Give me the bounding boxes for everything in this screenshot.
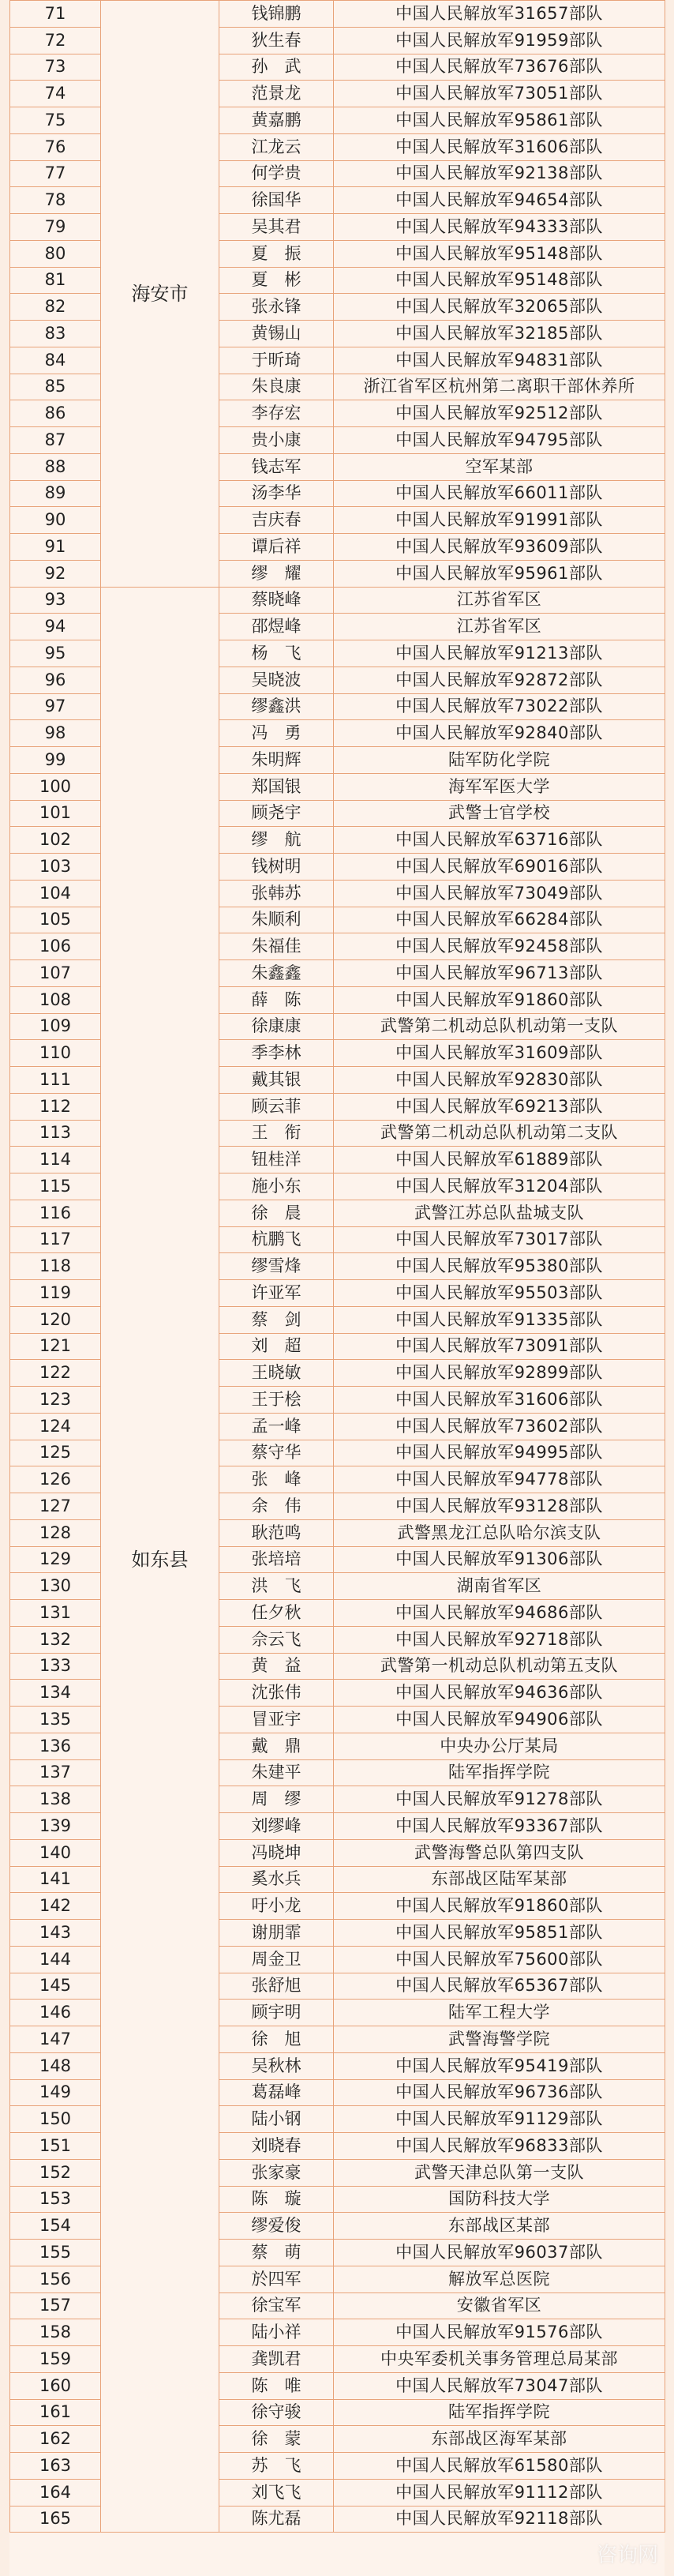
row-number: 88 — [10, 453, 101, 480]
row-number: 107 — [10, 960, 101, 987]
person-name: 顾宇明 — [219, 2000, 334, 2026]
person-name: 冯 勇 — [219, 720, 334, 747]
person-name: 王于桧 — [219, 1387, 334, 1414]
row-number: 103 — [10, 854, 101, 881]
person-name: 李存宏 — [219, 400, 334, 427]
row-number: 124 — [10, 1413, 101, 1440]
person-name: 缪雪烽 — [219, 1253, 334, 1280]
military-unit: 中国人民解放军69016部队 — [334, 854, 665, 881]
person-name: 任夕秋 — [219, 1600, 334, 1627]
military-unit: 中国人民解放军73091部队 — [334, 1333, 665, 1360]
row-number: 146 — [10, 2000, 101, 2026]
military-unit: 中国人民解放军96713部队 — [334, 960, 665, 987]
row-number: 90 — [10, 507, 101, 534]
person-name: 蔡守华 — [219, 1440, 334, 1466]
person-name: 何学贵 — [219, 160, 334, 187]
person-name: 冒亚宇 — [219, 1707, 334, 1733]
row-number: 137 — [10, 1759, 101, 1786]
military-unit: 安徽省军区 — [334, 2292, 665, 2319]
military-unit: 中国人民解放军93609部队 — [334, 534, 665, 561]
military-unit: 中国人民解放军94778部队 — [334, 1466, 665, 1493]
person-name: 孙 武 — [219, 54, 334, 81]
person-name: 邵煜峰 — [219, 614, 334, 640]
person-name: 夏 彬 — [219, 267, 334, 294]
military-unit: 中国人民解放军73047部队 — [334, 2372, 665, 2399]
person-name: 缪爱俊 — [219, 2213, 334, 2240]
military-unit: 陆军指挥学院 — [334, 1759, 665, 1786]
row-number: 123 — [10, 1387, 101, 1414]
person-name: 朱建平 — [219, 1759, 334, 1786]
row-number: 141 — [10, 1866, 101, 1893]
military-unit: 武警第一机动总队机动第五支队 — [334, 1653, 665, 1680]
person-name: 奚水兵 — [219, 1866, 334, 1893]
row-number: 83 — [10, 321, 101, 347]
row-number: 95 — [10, 640, 101, 667]
military-unit: 中国人民解放军95961部队 — [334, 560, 665, 587]
military-unit: 武警黑龙江总队哈尔滨支队 — [334, 1519, 665, 1546]
row-number: 127 — [10, 1493, 101, 1520]
row-number: 160 — [10, 2372, 101, 2399]
person-name: 郑国银 — [219, 773, 334, 800]
military-unit: 中国人民解放军91860部队 — [334, 1893, 665, 1920]
roster-body — [10, 1, 665, 2533]
military-unit: 中国人民解放军65367部队 — [334, 1973, 665, 2000]
military-unit: 中国人民解放军93128部队 — [334, 1493, 665, 1520]
person-name: 陆小钢 — [219, 2106, 334, 2133]
military-unit: 江苏省军区 — [334, 587, 665, 614]
military-unit: 中国人民解放军73049部队 — [334, 880, 665, 907]
person-name: 张培培 — [219, 1546, 334, 1573]
row-number: 165 — [10, 2506, 101, 2533]
military-unit: 中国人民解放军95419部队 — [334, 2052, 665, 2079]
person-name: 刘飞飞 — [219, 2479, 334, 2506]
honor-roster-table — [9, 0, 665, 2533]
row-number: 81 — [10, 267, 101, 294]
person-name: 徐国华 — [219, 187, 334, 214]
military-unit: 中国人民解放军91213部队 — [334, 640, 665, 667]
row-number: 145 — [10, 1973, 101, 2000]
military-unit: 解放军总医院 — [334, 2266, 665, 2292]
military-unit: 中国人民解放军73602部队 — [334, 1413, 665, 1440]
military-unit: 中国人民解放军91959部队 — [334, 27, 665, 54]
person-name: 于昕琦 — [219, 347, 334, 374]
person-name: 贵小康 — [219, 427, 334, 454]
military-unit: 中国人民解放军94906部队 — [334, 1707, 665, 1733]
row-number: 92 — [10, 560, 101, 587]
row-number: 136 — [10, 1733, 101, 1759]
person-name: 钱树明 — [219, 854, 334, 881]
military-unit: 武警海警总队第四支队 — [334, 1839, 665, 1866]
military-unit: 武警士官学校 — [334, 800, 665, 827]
person-name: 朱鑫鑫 — [219, 960, 334, 987]
person-name: 季李林 — [219, 1040, 334, 1067]
person-name: 许亚军 — [219, 1280, 334, 1307]
military-unit: 中国人民解放军73022部队 — [334, 693, 665, 720]
person-name: 蔡 剑 — [219, 1306, 334, 1333]
military-unit: 中国人民解放军92718部队 — [334, 1626, 665, 1653]
military-unit: 中国人民解放军92118部队 — [334, 2506, 665, 2533]
row-number: 77 — [10, 160, 101, 187]
military-unit: 中国人民解放军94995部队 — [334, 1440, 665, 1466]
military-unit: 国防科技大学 — [334, 2186, 665, 2213]
person-name: 谢朋霏 — [219, 1920, 334, 1947]
person-name: 洪 飞 — [219, 1573, 334, 1600]
military-unit: 中国人民解放军69213部队 — [334, 1093, 665, 1120]
row-number: 110 — [10, 1040, 101, 1067]
person-name: 徐 旭 — [219, 2026, 334, 2053]
row-number: 116 — [10, 1200, 101, 1226]
person-name: 葛磊峰 — [219, 2079, 334, 2106]
row-number: 75 — [10, 107, 101, 134]
military-unit: 中国人民解放军73051部队 — [334, 81, 665, 107]
person-name: 冯晓坤 — [219, 1839, 334, 1866]
row-number: 132 — [10, 1626, 101, 1653]
person-name: 刘缪峰 — [219, 1813, 334, 1840]
person-name: 陈尤磊 — [219, 2506, 334, 2533]
military-unit: 中国人民解放军92458部队 — [334, 933, 665, 960]
military-unit: 武警天津总队第一支队 — [334, 2159, 665, 2186]
row-number: 153 — [10, 2186, 101, 2213]
row-number: 102 — [10, 827, 101, 854]
row-number: 164 — [10, 2479, 101, 2506]
table-row — [10, 1, 665, 28]
row-number: 101 — [10, 800, 101, 827]
person-name: 杭鹏飞 — [219, 1226, 334, 1253]
military-unit: 中国人民解放军95861部队 — [334, 107, 665, 134]
row-number: 152 — [10, 2159, 101, 2186]
person-name: 杨 飞 — [219, 640, 334, 667]
row-number: 128 — [10, 1519, 101, 1546]
person-name: 朱良康 — [219, 374, 334, 400]
row-number: 151 — [10, 2133, 101, 2160]
person-name: 王 衔 — [219, 1120, 334, 1147]
military-unit: 中国人民解放军96833部队 — [334, 2133, 665, 2160]
military-unit: 中国人民解放军31609部队 — [334, 1040, 665, 1067]
row-number: 97 — [10, 693, 101, 720]
person-name: 孟一峰 — [219, 1413, 334, 1440]
person-name: 狄生春 — [219, 27, 334, 54]
military-unit: 陆军工程大学 — [334, 2000, 665, 2026]
person-name: 张韩苏 — [219, 880, 334, 907]
military-unit: 东部战区陆军某部 — [334, 1866, 665, 1893]
military-unit: 中国人民解放军92840部队 — [334, 720, 665, 747]
military-unit: 中国人民解放军95148部队 — [334, 267, 665, 294]
military-unit: 中国人民解放军32065部队 — [334, 294, 665, 321]
military-unit: 中国人民解放军95148部队 — [334, 240, 665, 267]
row-number: 79 — [10, 214, 101, 241]
military-unit: 中国人民解放军75600部队 — [334, 1946, 665, 1973]
row-number: 71 — [10, 1, 101, 28]
person-name: 江龙云 — [219, 133, 334, 160]
person-name: 夏 振 — [219, 240, 334, 267]
row-number: 119 — [10, 1280, 101, 1307]
person-name: 耿范鸣 — [219, 1519, 334, 1546]
row-number: 118 — [10, 1253, 101, 1280]
row-number: 114 — [10, 1147, 101, 1173]
row-number: 134 — [10, 1680, 101, 1707]
person-name: 施小东 — [219, 1173, 334, 1200]
person-name: 顾云菲 — [219, 1093, 334, 1120]
row-number: 157 — [10, 2292, 101, 2319]
row-number: 117 — [10, 1226, 101, 1253]
row-number: 76 — [10, 133, 101, 160]
person-name: 钱锦鹏 — [219, 1, 334, 28]
row-number: 109 — [10, 1013, 101, 1040]
person-name: 於四军 — [219, 2266, 334, 2292]
person-name: 钱志军 — [219, 453, 334, 480]
military-unit: 中国人民解放军31606部队 — [334, 133, 665, 160]
row-number: 115 — [10, 1173, 101, 1200]
person-name: 戴其银 — [219, 1067, 334, 1094]
row-number: 142 — [10, 1893, 101, 1920]
row-number: 85 — [10, 374, 101, 400]
person-name: 朱福佳 — [219, 933, 334, 960]
row-number: 138 — [10, 1786, 101, 1813]
military-unit: 中国人民解放军94636部队 — [334, 1680, 665, 1707]
person-name: 沈张伟 — [219, 1680, 334, 1707]
row-number: 140 — [10, 1839, 101, 1866]
row-number: 91 — [10, 534, 101, 561]
military-unit: 中国人民解放军91991部队 — [334, 507, 665, 534]
person-name: 刘 超 — [219, 1333, 334, 1360]
military-unit: 江苏省军区 — [334, 614, 665, 640]
military-unit: 中国人民解放军92512部队 — [334, 400, 665, 427]
military-unit: 中国人民解放军91335部队 — [334, 1306, 665, 1333]
military-unit: 中国人民解放军31204部队 — [334, 1173, 665, 1200]
row-number: 139 — [10, 1813, 101, 1840]
row-number: 149 — [10, 2079, 101, 2106]
military-unit: 中国人民解放军95380部队 — [334, 1253, 665, 1280]
military-unit: 中国人民解放军92872部队 — [334, 667, 665, 693]
military-unit: 海军军医大学 — [334, 773, 665, 800]
military-unit: 中国人民解放军66011部队 — [334, 480, 665, 507]
military-unit: 陆军指挥学院 — [334, 2399, 665, 2426]
military-unit: 武警海警学院 — [334, 2026, 665, 2053]
person-name: 张舒旭 — [219, 1973, 334, 2000]
row-number: 104 — [10, 880, 101, 907]
person-name: 朱明辉 — [219, 747, 334, 774]
person-name: 徐宝军 — [219, 2292, 334, 2319]
person-name: 徐康康 — [219, 1013, 334, 1040]
military-unit: 中央军委机关事务管理总局某部 — [334, 2346, 665, 2373]
military-unit: 中国人民解放军31606部队 — [334, 1387, 665, 1414]
military-unit: 中国人民解放军94654部队 — [334, 187, 665, 214]
person-name: 佘云飞 — [219, 1626, 334, 1653]
row-number: 161 — [10, 2399, 101, 2426]
row-number: 99 — [10, 747, 101, 774]
military-unit: 中国人民解放军92830部队 — [334, 1067, 665, 1094]
person-name: 蔡 萌 — [219, 2240, 334, 2266]
person-name: 顾尧宇 — [219, 800, 334, 827]
military-unit: 中国人民解放军63716部队 — [334, 827, 665, 854]
row-number: 105 — [10, 907, 101, 933]
person-name: 徐守骏 — [219, 2399, 334, 2426]
person-name: 张永锋 — [219, 294, 334, 321]
row-number: 155 — [10, 2240, 101, 2266]
row-number: 125 — [10, 1440, 101, 1466]
military-unit: 中国人民解放军92138部队 — [334, 160, 665, 187]
row-number: 89 — [10, 480, 101, 507]
military-unit: 中国人民解放军91112部队 — [334, 2479, 665, 2506]
person-name: 张 峰 — [219, 1466, 334, 1493]
person-name: 吴秋林 — [219, 2052, 334, 2079]
person-name: 徐 蒙 — [219, 2426, 334, 2453]
military-unit: 中央办公厅某局 — [334, 1733, 665, 1759]
military-unit: 中国人民解放军94333部队 — [334, 214, 665, 241]
row-number: 150 — [10, 2106, 101, 2133]
row-number: 158 — [10, 2319, 101, 2346]
military-unit: 武警第二机动总队机动第二支队 — [334, 1120, 665, 1147]
row-number: 122 — [10, 1360, 101, 1387]
military-unit: 中国人民解放军91306部队 — [334, 1546, 665, 1573]
military-unit: 中国人民解放军32185部队 — [334, 321, 665, 347]
military-unit: 中国人民解放军73017部队 — [334, 1226, 665, 1253]
person-name: 周 缪 — [219, 1786, 334, 1813]
person-name: 薛 陈 — [219, 986, 334, 1013]
person-name: 龚凯君 — [219, 2346, 334, 2373]
person-name: 陈 璇 — [219, 2186, 334, 2213]
row-number: 144 — [10, 1946, 101, 1973]
row-number: 87 — [10, 427, 101, 454]
military-unit: 中国人民解放军91576部队 — [334, 2319, 665, 2346]
row-number: 86 — [10, 400, 101, 427]
military-unit: 中国人民解放军61580部队 — [334, 2453, 665, 2480]
military-unit: 中国人民解放军96736部队 — [334, 2079, 665, 2106]
person-name: 吉庆春 — [219, 507, 334, 534]
military-unit: 中国人民解放军95851部队 — [334, 1920, 665, 1947]
row-number: 113 — [10, 1120, 101, 1147]
person-name: 刘晓春 — [219, 2133, 334, 2160]
military-unit: 中国人民解放军66284部队 — [334, 907, 665, 933]
row-number: 72 — [10, 27, 101, 54]
watermark-logo: 咨询网 — [596, 2544, 658, 2567]
person-name: 缪 航 — [219, 827, 334, 854]
row-number: 162 — [10, 2426, 101, 2453]
person-name: 钮桂洋 — [219, 1147, 334, 1173]
row-number: 156 — [10, 2266, 101, 2292]
person-name: 吴晓波 — [219, 667, 334, 693]
person-name: 吴其君 — [219, 214, 334, 241]
row-number: 130 — [10, 1573, 101, 1600]
row-number: 147 — [10, 2026, 101, 2053]
row-number: 93 — [10, 587, 101, 614]
person-name: 汤李华 — [219, 480, 334, 507]
row-number: 73 — [10, 54, 101, 81]
row-number: 111 — [10, 1067, 101, 1094]
military-unit: 中国人民解放军31657部队 — [334, 1, 665, 28]
military-unit: 武警第二机动总队机动第一支队 — [334, 1013, 665, 1040]
row-number: 82 — [10, 294, 101, 321]
military-unit: 中国人民解放军91860部队 — [334, 986, 665, 1013]
military-unit: 湖南省军区 — [334, 1573, 665, 1600]
person-name: 黄嘉鹏 — [219, 107, 334, 134]
military-unit: 中国人民解放军61889部队 — [334, 1147, 665, 1173]
person-name: 戴 鼎 — [219, 1733, 334, 1759]
row-number: 108 — [10, 986, 101, 1013]
person-name: 陆小祥 — [219, 2319, 334, 2346]
person-name: 范景龙 — [219, 81, 334, 107]
military-unit: 中国人民解放军91129部队 — [334, 2106, 665, 2133]
region-cell: 海安市 — [101, 1, 219, 588]
person-name: 苏 飞 — [219, 2453, 334, 2480]
row-number: 120 — [10, 1306, 101, 1333]
military-unit: 中国人民解放军73676部队 — [334, 54, 665, 81]
person-name: 陈 唯 — [219, 2372, 334, 2399]
row-number: 106 — [10, 933, 101, 960]
person-name: 缪 耀 — [219, 560, 334, 587]
military-unit: 东部战区海军某部 — [334, 2426, 665, 2453]
person-name: 缪鑫洪 — [219, 693, 334, 720]
person-name: 徐 晨 — [219, 1200, 334, 1226]
military-unit: 陆军防化学院 — [334, 747, 665, 774]
military-unit: 中国人民解放军93367部队 — [334, 1813, 665, 1840]
row-number: 74 — [10, 81, 101, 107]
military-unit: 中国人民解放军94831部队 — [334, 347, 665, 374]
person-name: 张家豪 — [219, 2159, 334, 2186]
military-unit: 中国人民解放军91278部队 — [334, 1786, 665, 1813]
person-name: 蔡晓峰 — [219, 587, 334, 614]
person-name: 吁小龙 — [219, 1893, 334, 1920]
military-unit: 中国人民解放军92899部队 — [334, 1360, 665, 1387]
row-number: 78 — [10, 187, 101, 214]
military-unit: 中国人民解放军96037部队 — [334, 2240, 665, 2266]
military-unit: 中国人民解放军95503部队 — [334, 1280, 665, 1307]
row-number: 80 — [10, 240, 101, 267]
row-number: 94 — [10, 614, 101, 640]
row-number: 112 — [10, 1093, 101, 1120]
row-number: 131 — [10, 1600, 101, 1627]
region-cell: 如东县 — [101, 587, 219, 2533]
person-name: 谭后祥 — [219, 534, 334, 561]
row-number: 154 — [10, 2213, 101, 2240]
person-name: 周金卫 — [219, 1946, 334, 1973]
row-number: 143 — [10, 1920, 101, 1947]
person-name: 黄 益 — [219, 1653, 334, 1680]
military-unit: 空军某部 — [334, 453, 665, 480]
person-name: 朱顺利 — [219, 907, 334, 933]
military-unit: 武警江苏总队盐城支队 — [334, 1200, 665, 1226]
military-unit: 中国人民解放军94795部队 — [334, 427, 665, 454]
row-number: 100 — [10, 773, 101, 800]
person-name: 王晓敏 — [219, 1360, 334, 1387]
row-number: 98 — [10, 720, 101, 747]
row-number: 135 — [10, 1707, 101, 1733]
row-number: 126 — [10, 1466, 101, 1493]
row-number: 159 — [10, 2346, 101, 2373]
row-number: 129 — [10, 1546, 101, 1573]
row-number: 84 — [10, 347, 101, 374]
military-unit: 东部战区某部 — [334, 2213, 665, 2240]
row-number: 133 — [10, 1653, 101, 1680]
row-number: 121 — [10, 1333, 101, 1360]
row-number: 163 — [10, 2453, 101, 2480]
row-number: 96 — [10, 667, 101, 693]
military-unit: 浙江省军区杭州第二离职干部休养所 — [334, 374, 665, 400]
person-name: 余 伟 — [219, 1493, 334, 1520]
military-unit: 中国人民解放军94686部队 — [334, 1600, 665, 1627]
person-name: 黄锡山 — [219, 321, 334, 347]
table-row — [10, 587, 665, 614]
row-number: 148 — [10, 2052, 101, 2079]
